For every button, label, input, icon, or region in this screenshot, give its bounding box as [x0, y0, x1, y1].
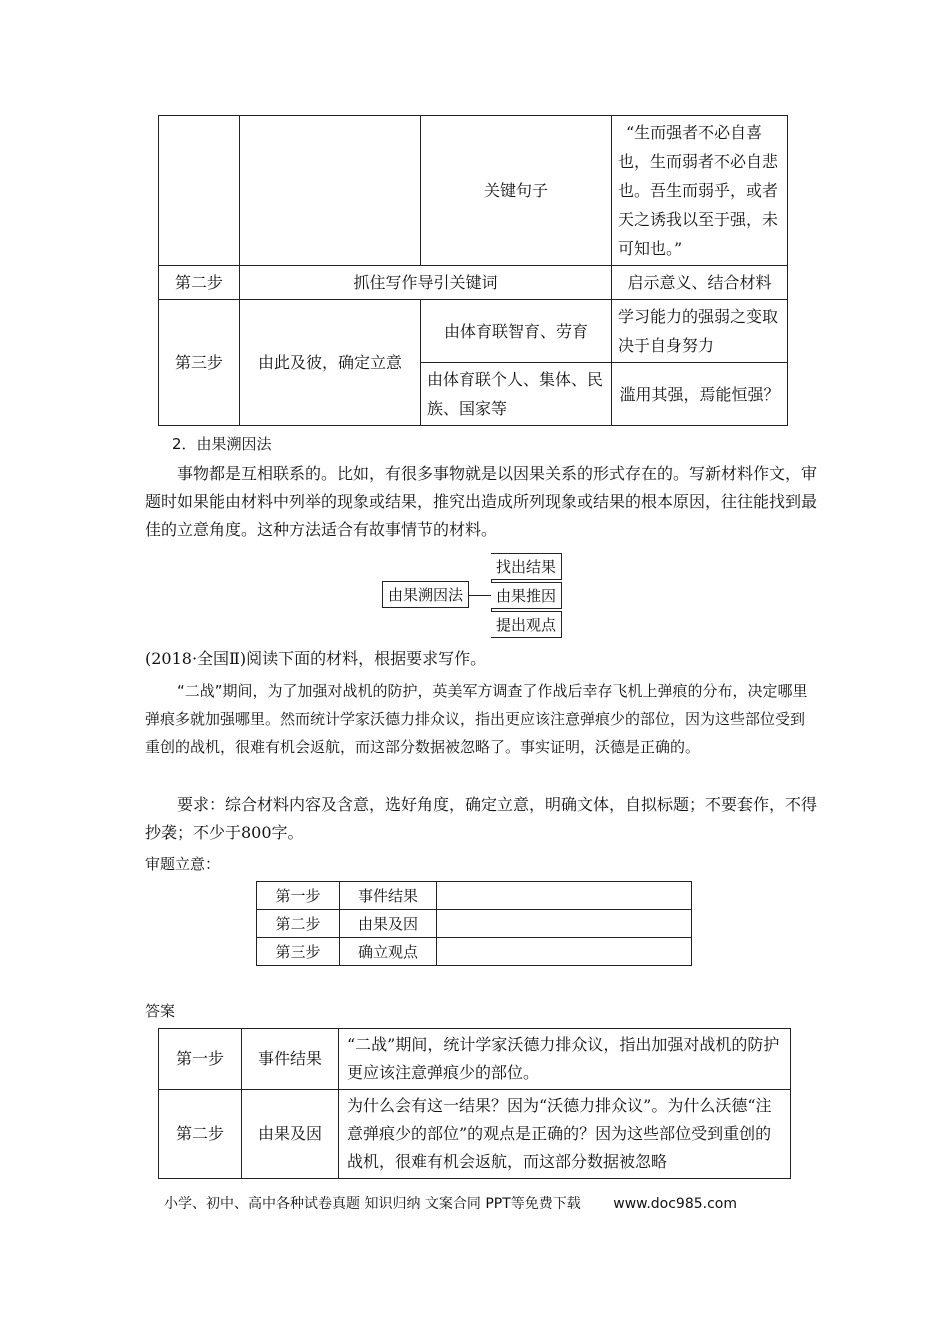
analysis-label: 审题立意：: [145, 855, 221, 873]
section-heading: 2．由果溯因法: [172, 435, 272, 453]
answer-input-cell[interactable]: [437, 938, 692, 966]
table-cell: “生而强者不必自喜也，生而弱者不必自悲也。吾生而弱乎，或者天之诱我以至于强，未可知也。”: [612, 116, 788, 266]
analysis-table: [256, 881, 692, 966]
table-row: [159, 1029, 791, 1090]
diagram-branch: 由果推因: [491, 582, 562, 609]
table-cell: 事件结果: [340, 882, 437, 910]
table-cell: “二战”期间，统计学家沃德力排众议，指出加强对战机的防护更应该注意弹痕少的部位。: [339, 1029, 791, 1090]
table-cell: 确立观点: [340, 938, 437, 966]
answer-table: [158, 1028, 791, 1179]
table-cell: 为什么会有这一结果？因为“沃德力排众议”。为什么沃德“注意弹痕少的部位”的观点是正确的？因为这些部位受到重创的战机，很难有机会返航，而这部分数据被忽略: [339, 1090, 791, 1179]
table-cell: [159, 116, 240, 266]
table-row: [257, 882, 692, 910]
table-cell: 滥用其强，焉能恒强？: [612, 363, 788, 426]
table-cell: 学习能力的强弱之变取决于自身努力: [612, 300, 788, 363]
table-cell: 第三步: [159, 300, 240, 426]
table-row: [159, 1090, 791, 1179]
exercise-source: (2018·全国Ⅱ)阅读下面的材料，根据要求写作。: [145, 649, 487, 668]
table-cell: 第二步: [159, 266, 240, 300]
diagram-branch: 提出观点: [491, 611, 562, 638]
table-row: [257, 910, 692, 938]
table-row: [159, 300, 788, 363]
answer-input-cell[interactable]: [437, 882, 692, 910]
table-cell: 启示意义、结合材料: [612, 266, 788, 300]
table-cell: 第二步: [159, 1090, 242, 1179]
answer-label: 答案: [145, 1002, 176, 1020]
table-row: [159, 116, 788, 266]
table-row: [159, 266, 788, 300]
table-cell: 由此及彼，确定立意: [240, 300, 421, 426]
table-cell: 抓住写作导引关键词: [240, 266, 612, 300]
table-cell: 第一步: [159, 1029, 242, 1090]
exercise-material: “二战”期间，为了加强对战机的防护，英美军方调查了作战后幸存飞机上弹痕的分布，决定哪里弹痕多就加强哪里。然而统计学家沃德力排众议，指出更应该注意弹痕少的部位，因为这些部位受到重创的战机，很难有机会返航，而这部分数据被忽略了。事实证明，沃德是正确的。: [145, 682, 808, 756]
answer-input-cell[interactable]: [437, 910, 692, 938]
connector-line: [469, 595, 491, 596]
table-cell: 关键句子: [421, 116, 612, 266]
diagram-branch: 找出结果: [491, 553, 562, 580]
table-cell: 由果及因: [242, 1090, 339, 1179]
footer-url[interactable]: www.doc985.com: [613, 1196, 737, 1212]
table-cell: 第三步: [257, 938, 340, 966]
page-footer: [164, 1193, 737, 1213]
table-cell: 第二步: [257, 910, 340, 938]
table-cell: 由果及因: [340, 910, 437, 938]
table-cell: 由体育联个人、集体、民族、国家等: [421, 363, 612, 426]
section-paragraph: 事物都是互相联系的。比如，有很多事物就是以因果关系的形式存在的。写新材料作文，审题时如果能由材料中列举的现象或结果，推究出造成所列现象或结果的根本原因，往往能找到最佳的立意角度。这种方法适合有故事情节的材料。: [145, 464, 818, 539]
method-table: [158, 115, 788, 426]
exercise-requirement: 要求：综合材料内容及含意，选好角度，确定立意，明确文体，自拟标题；不要套作，不得抄袭；不少于800字。: [145, 795, 818, 842]
table-cell: 由体育联智育、劳育: [421, 300, 612, 363]
footer-text: 小学、初中、高中各种试卷真题 知识归纳 文案合同 PPT等免费下载: [164, 1196, 581, 1212]
diagram-root: 由果溯因法: [382, 581, 469, 608]
table-row: [257, 938, 692, 966]
table-cell: [240, 116, 421, 266]
table-cell: 第一步: [257, 882, 340, 910]
table-cell: 事件结果: [242, 1029, 339, 1090]
